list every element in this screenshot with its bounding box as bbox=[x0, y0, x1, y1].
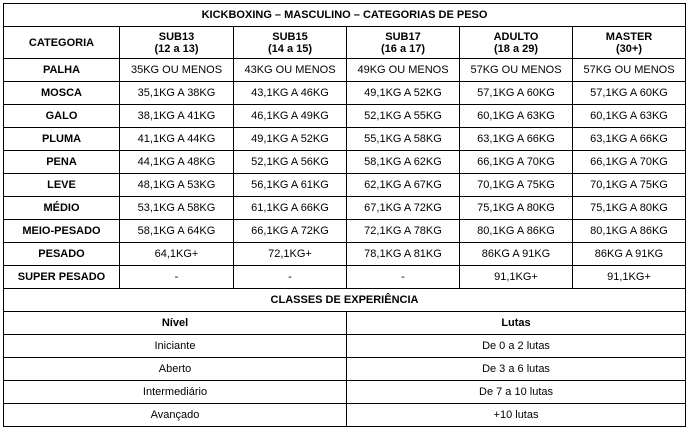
weight-cell: 63,1KG A 66KG bbox=[460, 128, 573, 151]
table-row bbox=[4, 151, 686, 174]
table-row bbox=[4, 220, 686, 243]
weight-cell: 62,1KG A 67KG bbox=[347, 174, 460, 197]
weight-cell: 91,1KG+ bbox=[460, 266, 573, 289]
table-row bbox=[4, 243, 686, 266]
weight-cell: 66,1KG A 70KG bbox=[573, 151, 686, 174]
lutas-cell: De 7 a 10 lutas bbox=[347, 381, 686, 404]
category-cell: PALHA bbox=[4, 59, 120, 82]
weight-cell: - bbox=[120, 266, 234, 289]
weight-categories-document bbox=[3, 3, 685, 427]
category-cell: PESADO bbox=[4, 243, 120, 266]
weight-cell: 66,1KG A 72KG bbox=[234, 220, 347, 243]
weight-cell: 72,1KG+ bbox=[234, 243, 347, 266]
weight-cell: 43KG OU MENOS bbox=[234, 59, 347, 82]
category-cell: PENA bbox=[4, 151, 120, 174]
table-row bbox=[4, 197, 686, 220]
table-row bbox=[4, 59, 686, 82]
header-name: MASTER bbox=[605, 30, 653, 43]
category-cell: MEIO-PESADO bbox=[4, 220, 120, 243]
weight-cell: 78,1KG A 81KG bbox=[347, 243, 460, 266]
experience-header-row bbox=[4, 312, 686, 335]
experience-rows bbox=[4, 335, 686, 427]
lutas-cell: +10 lutas bbox=[347, 404, 686, 427]
category-cell: PLUMA bbox=[4, 128, 120, 151]
category-cell: SUPER PESADO bbox=[4, 266, 120, 289]
weight-cell: 75,1KG A 80KG bbox=[573, 197, 686, 220]
weight-cell: 57,1KG A 60KG bbox=[573, 82, 686, 105]
weight-cell: 60,1KG A 63KG bbox=[460, 105, 573, 128]
weight-cell: 64,1KG+ bbox=[120, 243, 234, 266]
experience-title: CLASSES DE EXPERIÊNCIA bbox=[4, 289, 686, 312]
weight-cell: 52,1KG A 56KG bbox=[234, 151, 347, 174]
weight-cell: 86KG A 91KG bbox=[460, 243, 573, 266]
table-row bbox=[4, 266, 686, 289]
weight-cell: 49,1KG A 52KG bbox=[347, 82, 460, 105]
weight-cell: 57KG OU MENOS bbox=[460, 59, 573, 82]
header-range: (12 a 13) bbox=[154, 42, 199, 55]
header-row bbox=[4, 27, 686, 59]
table-row bbox=[4, 82, 686, 105]
header-adulto bbox=[460, 27, 573, 59]
header-name: ADULTO bbox=[493, 30, 539, 43]
weight-cell: 53,1KG A 58KG bbox=[120, 197, 234, 220]
weight-cell: 70,1KG A 75KG bbox=[460, 174, 573, 197]
header-range: (30+) bbox=[616, 42, 642, 55]
weight-rows bbox=[4, 59, 686, 289]
weight-cell: 57,1KG A 60KG bbox=[460, 82, 573, 105]
lutas-cell: De 3 a 6 lutas bbox=[347, 358, 686, 381]
category-cell: MOSCA bbox=[4, 82, 120, 105]
lutas-cell: De 0 a 2 lutas bbox=[347, 335, 686, 358]
weight-cell: 58,1KG A 64KG bbox=[120, 220, 234, 243]
nivel-cell: Aberto bbox=[4, 358, 347, 381]
weight-cell: 49,1KG A 52KG bbox=[234, 128, 347, 151]
weight-cell: 57KG OU MENOS bbox=[573, 59, 686, 82]
weight-cell: 48,1KG A 53KG bbox=[120, 174, 234, 197]
weight-cell: 80,1KG A 86KG bbox=[460, 220, 573, 243]
weight-cell: 35KG OU MENOS bbox=[120, 59, 234, 82]
category-cell: LEVE bbox=[4, 174, 120, 197]
table-row bbox=[4, 128, 686, 151]
header-sub13 bbox=[120, 27, 234, 59]
weight-cell: 61,1KG A 66KG bbox=[234, 197, 347, 220]
weight-cell: 38,1KG A 41KG bbox=[120, 105, 234, 128]
experience-title-row bbox=[4, 289, 686, 312]
weight-cell: 80,1KG A 86KG bbox=[573, 220, 686, 243]
weight-cell: 43,1KG A 46KG bbox=[234, 82, 347, 105]
weight-cell: 66,1KG A 70KG bbox=[460, 151, 573, 174]
header-categoria: CATEGORIA bbox=[4, 27, 120, 59]
nivel-cell: Intermediário bbox=[4, 381, 347, 404]
weight-cell: 55,1KG A 58KG bbox=[347, 128, 460, 151]
experience-row bbox=[4, 404, 686, 427]
weight-cell: - bbox=[234, 266, 347, 289]
header-sub17 bbox=[347, 27, 460, 59]
header-sub15 bbox=[234, 27, 347, 59]
experience-row bbox=[4, 358, 686, 381]
header-name: SUB15 bbox=[272, 30, 308, 43]
weight-cell: 75,1KG A 80KG bbox=[460, 197, 573, 220]
header-lutas: Lutas bbox=[347, 312, 686, 335]
weight-cell: 63,1KG A 66KG bbox=[573, 128, 686, 151]
weight-cell: 49KG OU MENOS bbox=[347, 59, 460, 82]
nivel-cell: Iniciante bbox=[4, 335, 347, 358]
header-range: (16 a 17) bbox=[380, 42, 426, 55]
weight-cell: 72,1KG A 78KG bbox=[347, 220, 460, 243]
category-cell: GALO bbox=[4, 105, 120, 128]
weight-cell: 60,1KG A 63KG bbox=[573, 105, 686, 128]
header-nivel: Nível bbox=[4, 312, 347, 335]
header-range: (18 a 29) bbox=[493, 42, 539, 55]
nivel-cell: Avançado bbox=[4, 404, 347, 427]
weight-cell: 58,1KG A 62KG bbox=[347, 151, 460, 174]
weight-cell: 56,1KG A 61KG bbox=[234, 174, 347, 197]
category-cell: MÉDIO bbox=[4, 197, 120, 220]
weight-cell: 86KG A 91KG bbox=[573, 243, 686, 266]
weight-cell: 52,1KG A 55KG bbox=[347, 105, 460, 128]
weight-cell: - bbox=[347, 266, 460, 289]
table-row bbox=[4, 105, 686, 128]
header-name: SUB17 bbox=[385, 30, 421, 43]
weight-table bbox=[3, 3, 686, 427]
weight-cell: 44,1KG A 48KG bbox=[120, 151, 234, 174]
header-name: SUB13 bbox=[158, 30, 195, 43]
table-title-row bbox=[4, 4, 686, 27]
weight-cell: 70,1KG A 75KG bbox=[573, 174, 686, 197]
weight-cell: 91,1KG+ bbox=[573, 266, 686, 289]
table-row bbox=[4, 174, 686, 197]
weight-cell: 67,1KG A 72KG bbox=[347, 197, 460, 220]
experience-row bbox=[4, 381, 686, 404]
header-master bbox=[573, 27, 686, 59]
weight-cell: 35,1KG A 38KG bbox=[120, 82, 234, 105]
header-range: (14 a 15) bbox=[267, 42, 313, 55]
table-title: KICKBOXING – MASCULINO – CATEGORIAS DE PESO bbox=[4, 4, 686, 27]
weight-cell: 41,1KG A 44KG bbox=[120, 128, 234, 151]
experience-row bbox=[4, 335, 686, 358]
weight-cell: 46,1KG A 49KG bbox=[234, 105, 347, 128]
